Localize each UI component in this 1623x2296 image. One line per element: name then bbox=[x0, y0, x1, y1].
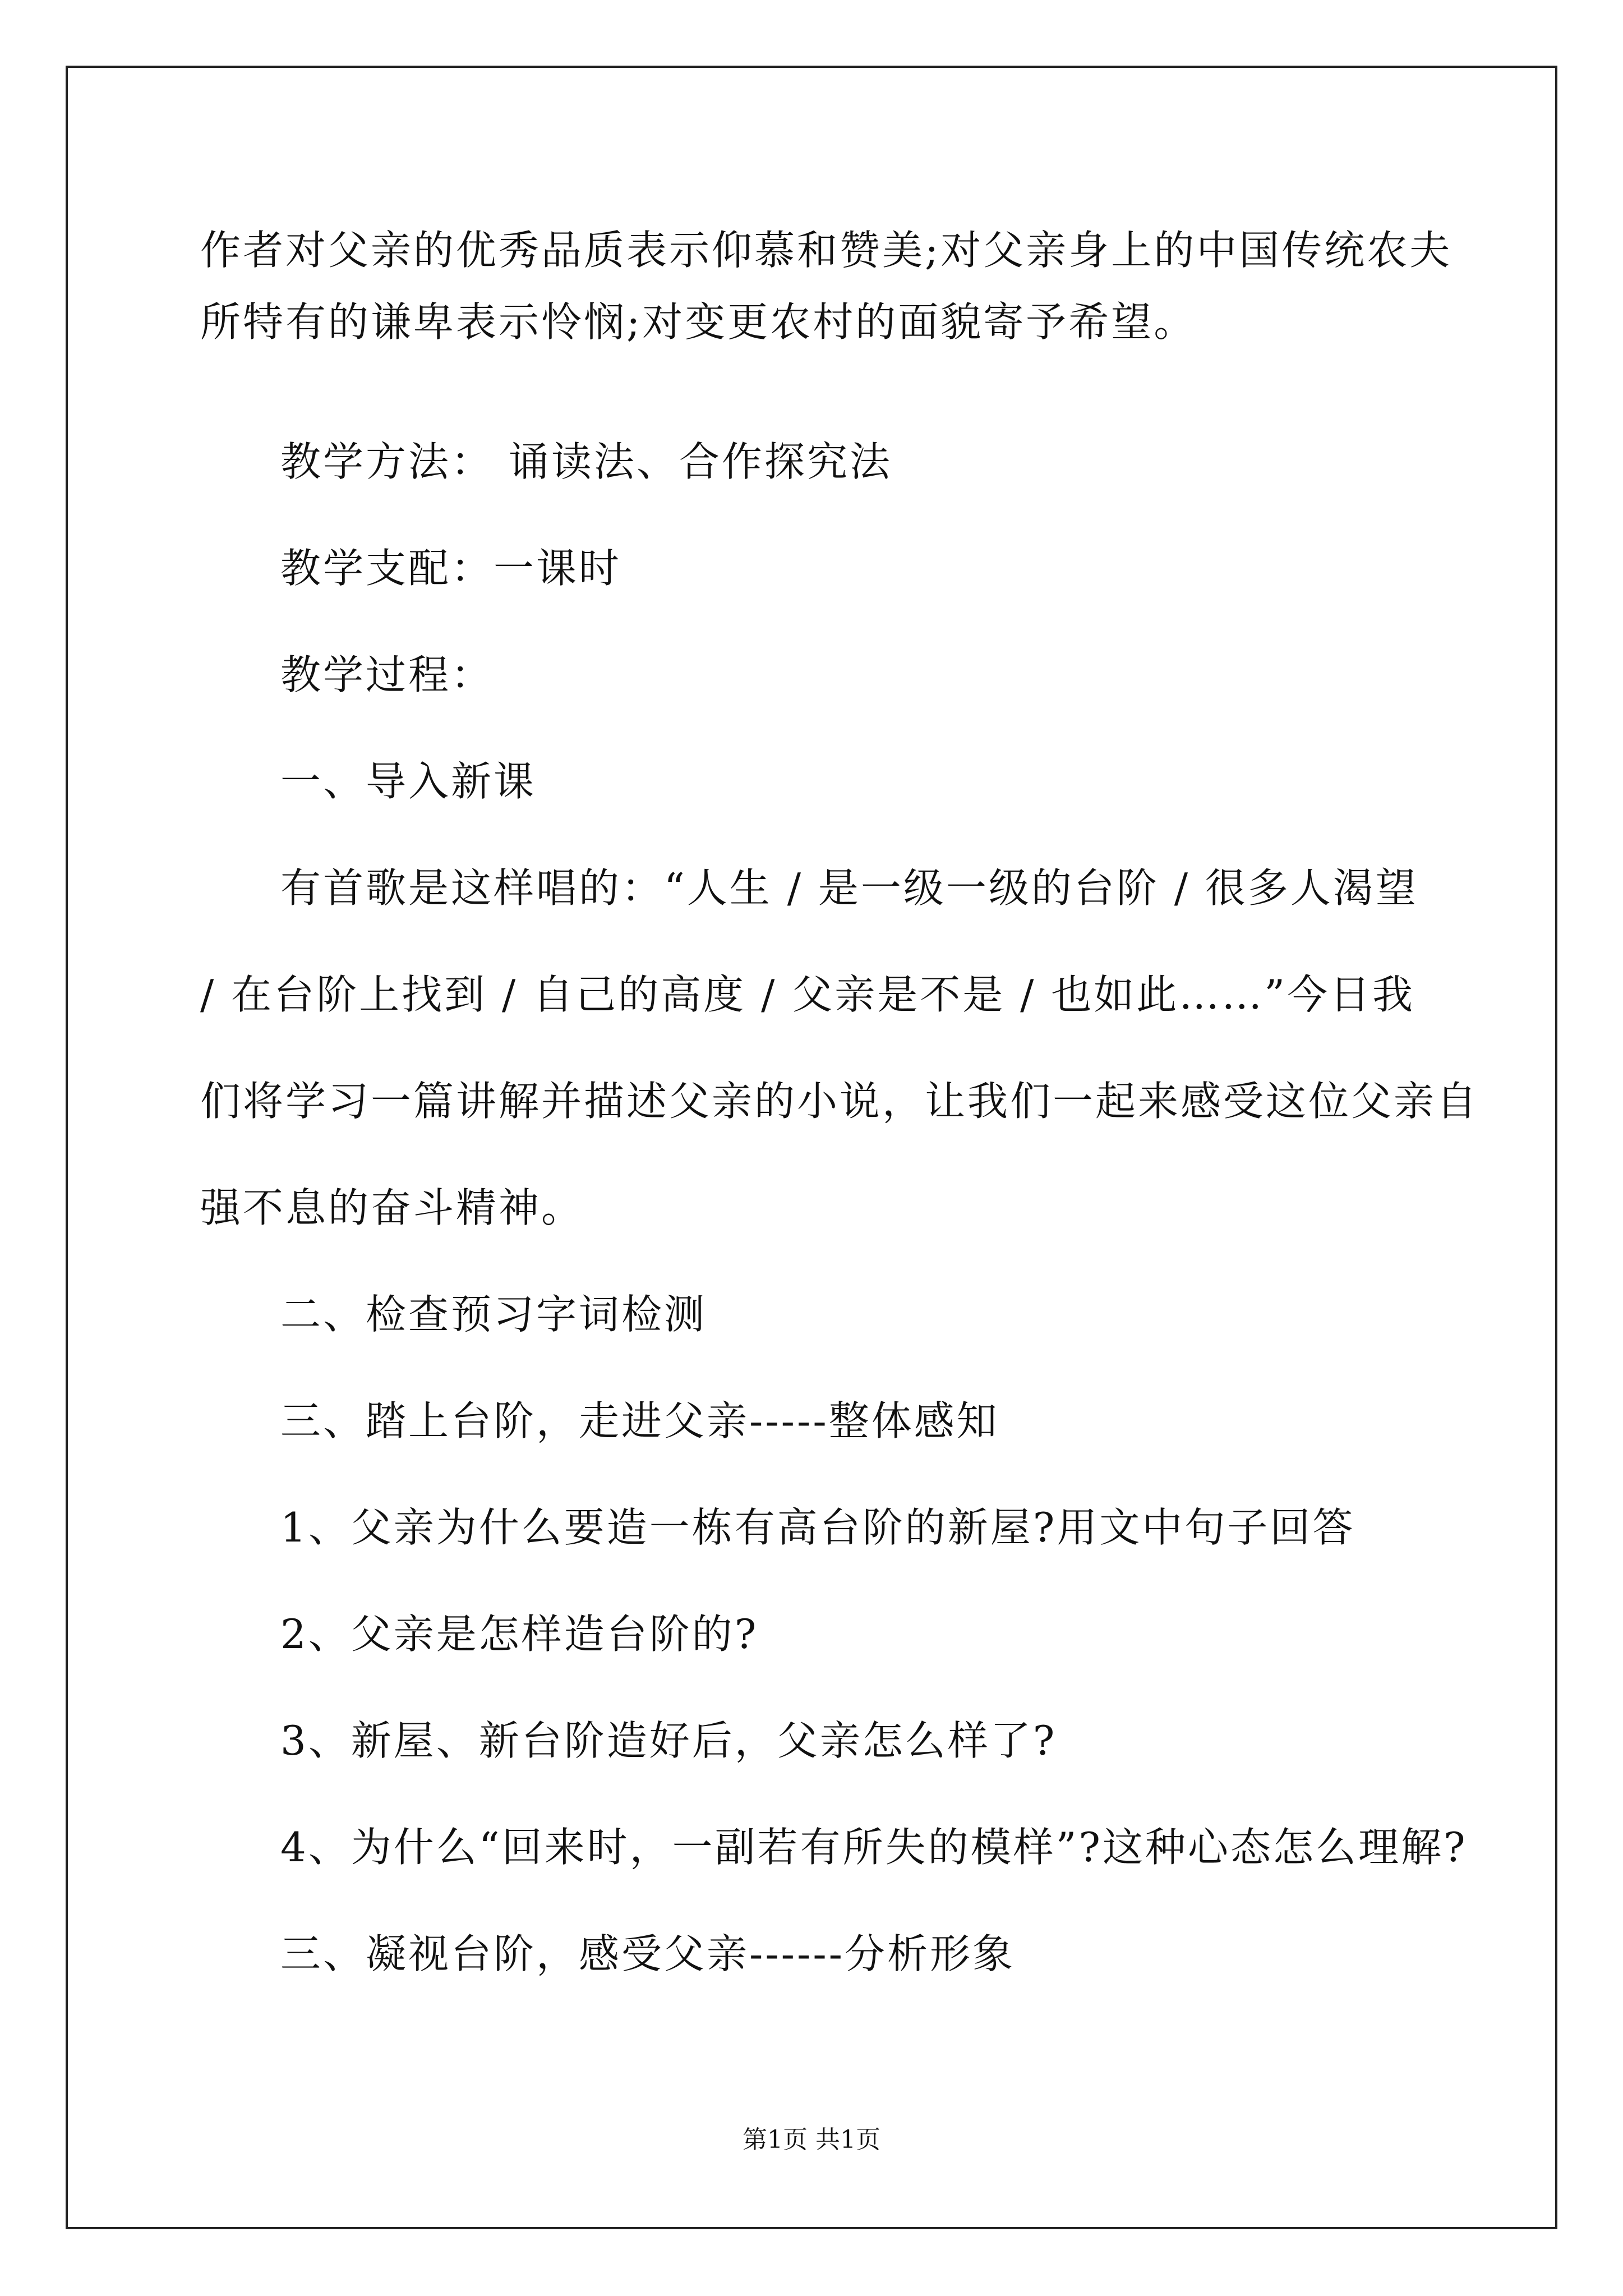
paragraph-line: 所特有的谦卑表示怜悯;对变更农村的面貌寄予希望。 bbox=[200, 298, 1197, 346]
section-heading: 二、检查预习字词检测 bbox=[280, 1291, 707, 1338]
paragraph-line: / 在台阶上找到 / 自己的高度 / 父亲是不是 / 也如此……”今日我 bbox=[200, 971, 1415, 1018]
page-border bbox=[66, 66, 1557, 2229]
question-item: 3、新屋、新台阶造好后，父亲怎么样了? bbox=[280, 1717, 1057, 1764]
page-number-footer: 第1页 共1页 bbox=[743, 2125, 880, 2154]
section-heading: 一、导入新课 bbox=[280, 758, 537, 805]
section-heading: 三、踏上台阶，走进父亲-----整体感知 bbox=[280, 1397, 999, 1444]
question-item: 1、父亲为什么要造一栋有高台阶的新屋?用文中句子回答 bbox=[280, 1504, 1355, 1551]
paragraph-line: 有首歌是这样唱的：“人生 / 是一级一级的台阶 / 很多人渴望 bbox=[280, 864, 1418, 912]
section-heading: 三、凝视台阶，感受父亲------分析形象 bbox=[280, 1930, 1015, 1977]
question-item: 4、为什么“回来时，一副若有所失的模样”?这种心态怎么理解? bbox=[280, 1824, 1468, 1871]
paragraph-line: 强不息的奋斗精神。 bbox=[200, 1184, 584, 1231]
paragraph-line: 教学方法： 诵读法、合作探究法 bbox=[280, 438, 892, 485]
paragraph-line: 作者对父亲的优秀品质表示仰慕和赞美;对父亲身上的中国传统农夫 bbox=[200, 227, 1453, 274]
paragraph-line: 们将学习一篇讲解并描述父亲的小说，让我们一起来感受这位父亲自 bbox=[200, 1078, 1479, 1125]
question-item: 2、父亲是怎样造台阶的? bbox=[280, 1611, 759, 1658]
paragraph-line: 教学支配：一课时 bbox=[280, 545, 622, 592]
paragraph-line: 教学过程： bbox=[280, 651, 494, 698]
